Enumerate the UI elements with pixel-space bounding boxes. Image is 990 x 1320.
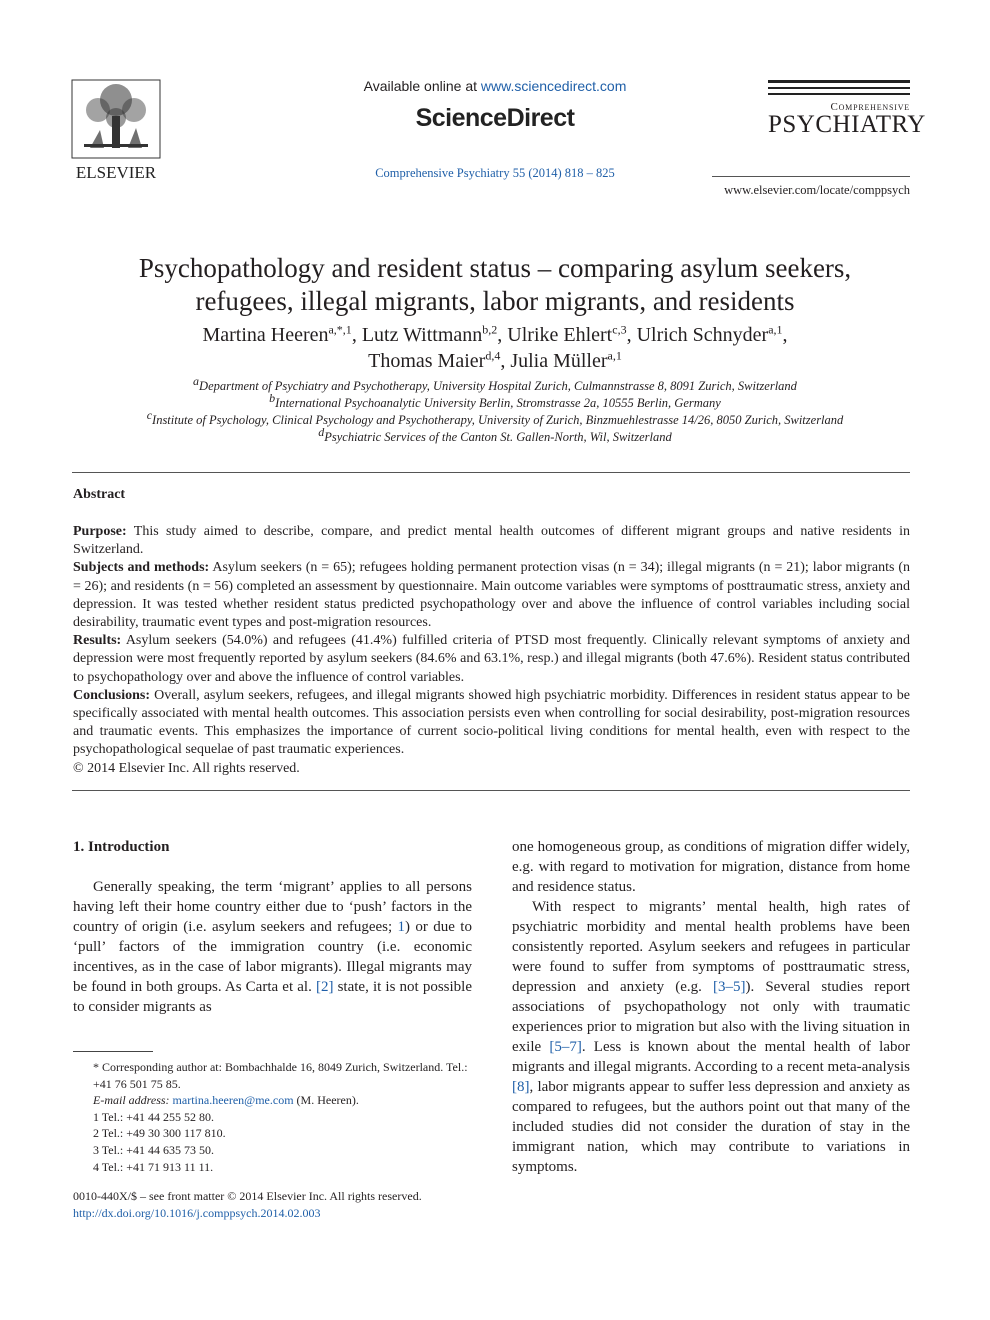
citation-link[interactable]: [8] (512, 1079, 530, 1095)
body-paragraph: With respect to migrants’ mental health, high rates of psychiatric morbidity and mental health problems have been consistently reported. Asylum seekers and refugees in particular were found to suffer from symptoms of posttraumatic stress, depression and anxiety (e.g. [3–5]). Several studies report associations of psychopathology not only with traumatic experiences prior to migration but also with the living situation in exile [5–7]. Less is known about the mental health of labor migrants and illegal migrants. According to a recent meta-analysis [8], labor migrants appear to suffer less depression and anxiety as compared to refugees, but the authors point out that many of the included studies did not consider the duration of stay in the immigrant nation, which may contribute to variations in symptoms. (512, 899, 910, 1175)
footnote: 2 Tel.: +49 30 300 117 810. (93, 1126, 226, 1141)
section-heading: 1. Introduction (73, 839, 170, 855)
body-column-right (512, 837, 910, 1177)
issn-line: 0010-440X/$ – see front matter © 2014 Elsevier Inc. All rights reserved. (73, 1189, 422, 1203)
footnote: 1 Tel.: +41 44 255 52 80. (93, 1109, 215, 1124)
front-matter (73, 1188, 493, 1221)
journal-logo (768, 80, 926, 138)
author-name[interactable]: Julia Müller (510, 350, 608, 372)
author-name[interactable]: Thomas Maier (368, 350, 486, 372)
author-list (60, 322, 930, 374)
abstract-results: Results: Asylum seekers (54.0%) and refugees (41.4%) fulfilled criteria of PTSD most frequently. Clinically relevant symptoms of anxiety and depression were most frequently reported by asylum seekers (84.6% and 63.1%, resp.) and illegal migrants (both 47.6%). Resident status contributed to psychopathology over and above the influence of control variables. (73, 633, 910, 685)
logo-bar (768, 93, 910, 95)
body-column-left (73, 837, 472, 1017)
author-name[interactable]: Ulrike Ehlert (507, 324, 613, 346)
affiliation: $^d$Psychiatric Services of the Canton St. Gallen-North, Wil, Switzerland (318, 424, 672, 444)
footnote-email: E-mail address: martina.heeren@me.com (M. Heeren). (93, 1093, 359, 1108)
author-line: Martina Heeren$^{a,*,1}$, Lutz Wittmann$^{b,2}$, Ulrike Ehlert$^{c,3}$, Ulrich Schnyder$^{a,1}$, (202, 322, 788, 346)
logo-bar (768, 87, 910, 89)
abstract-top-rule (72, 472, 910, 473)
author-sup: a,*,1 (328, 322, 352, 337)
author-sup: a,1 (768, 322, 783, 337)
citation-link[interactable]: [5–7] (549, 1039, 582, 1055)
footnotes (73, 1059, 472, 1175)
footnote: 3 Tel.: +41 44 635 73 50. (93, 1142, 215, 1157)
author-sup: b,2 (482, 322, 498, 337)
svg-text:ELSEVIER: ELSEVIER (75, 163, 157, 182)
abstract-copyright: © 2014 Elsevier Inc. All rights reserved. (73, 760, 300, 776)
logo-bar (768, 80, 910, 83)
journal-logo-word1: Comprehensive (830, 101, 910, 113)
abstract-bottom-rule (72, 790, 910, 791)
author-sup: a,1 (607, 348, 622, 363)
email-link[interactable]: martina.heeren@me.com (172, 1093, 294, 1108)
author-sup: d,4 (485, 348, 501, 363)
citation-link[interactable]: [3–5] (713, 979, 746, 995)
affiliations (60, 373, 930, 446)
citation-link[interactable]: [2] (315, 979, 334, 995)
doi-link[interactable]: http://dx.doi.org/10.1016/j.comppsych.2014.02.003 (73, 1205, 321, 1220)
footnote-corresponding: * Corresponding author at: Bombachhalde 16, 8049 Zurich, Switzerland. Tel.: +41 76 501 75 85. (93, 1060, 468, 1091)
body-paragraph: Generally speaking, the term ‘migrant’ applies to all persons having left their home country either due to ‘push’ factors in the country of origin (i.e. asylum seekers and refugees; 1) or due to ‘pull’ factors of the immigration country (i.e. economic incentives, as in the case of labor migrants). Illegal migrants may be found in both groups. As Carta et al. [2] state, it is not possible to consider migrants as (73, 879, 473, 1015)
journal-citation[interactable]: Comprehensive Psychiatry 55 (2014) 818 – 825 (375, 166, 615, 180)
abstract-heading: Abstract (73, 487, 126, 502)
abstract-conclusions: Conclusions: Overall, asylum seekers, refugees, and illegal migrants showed high psychiatric morbidity. Differences in resident status appear to be specifically associated with mental health outcomes. This association persists even when controlling for social desirability, post-migration resources and traumatic events. This emphasizes the importance of current socio-political living conditions for mental health, even with respect to the psychopathological sequelae of past traumatic experiences. (73, 687, 910, 758)
abstract-purpose: Purpose: This study aimed to describe, compare, and predict mental health outcomes of different migrant groups and native residents in Switzerland. (73, 524, 910, 558)
abstract-methods: Subjects and methods: Asylum seekers (n = 65); refugees holding permanent protection visas (n = 34); illegal migrants (n = 21); labor migrants (n = 26); and residents (n = 56) completed an assessment by questionnaire. Main outcome variables were symptoms of posttraumatic stress, anxiety and depression. It was tested whether resident status predicted psychopathology over and above the influence of control variables including social desirability, traumatic event types and post-migration resources. (73, 560, 910, 631)
author-sup: c,3 (612, 322, 627, 337)
citation-link[interactable]: 1 (397, 919, 406, 935)
header-rule (712, 176, 910, 177)
author-name[interactable]: Lutz Wittmann (361, 324, 483, 346)
footnote-rule (73, 1051, 153, 1052)
affiliation: $^c$Institute of Psychology, Clinical Psychology and Psychotherapy, University of Zurich, Binzmuehlestrasse 14/26, 8050 Zurich, Switzerland (146, 407, 844, 427)
sciencedirect-logo: ScienceDirect (415, 104, 575, 132)
body-paragraph: one homogeneous group, as conditions of migration differ widely, e.g. with regard to motivation for migration, distance from home and residence status. (512, 839, 910, 895)
affiliation: $^a$Department of Psychiatry and Psychotherapy, University Hospital Zurich, Culmannstrasse 8, 8091 Zurich, Switzerland (193, 373, 797, 393)
journal-url[interactable]: www.elsevier.com/locate/comppsych (724, 183, 910, 197)
affiliation: $^b$International Psychoanalytic University Berlin, Stromstrasse 2a, 10555 Berlin, Germany (269, 390, 721, 410)
available-online: Available online at www.sciencedirect.com (363, 78, 627, 94)
sciencedirect-link[interactable]: www.sciencedirect.com (480, 78, 627, 94)
article-title: Psychopathology and resident status – comparing asylum seekers, refugees, illegal migrants, labor migrants, and residents (138, 253, 852, 316)
author-name[interactable]: Ulrich Schnyder (636, 324, 769, 346)
footnote: 4 Tel.: +41 71 913 11 11. (93, 1159, 214, 1174)
abstract-body (73, 523, 910, 778)
author-line: Thomas Maier$^{d,4}$, Julia Müller$^{a,1}$ (368, 348, 622, 372)
journal-logo-word2: PSYCHIATRY (768, 111, 926, 138)
author-name[interactable]: Martina Heeren (202, 324, 329, 346)
